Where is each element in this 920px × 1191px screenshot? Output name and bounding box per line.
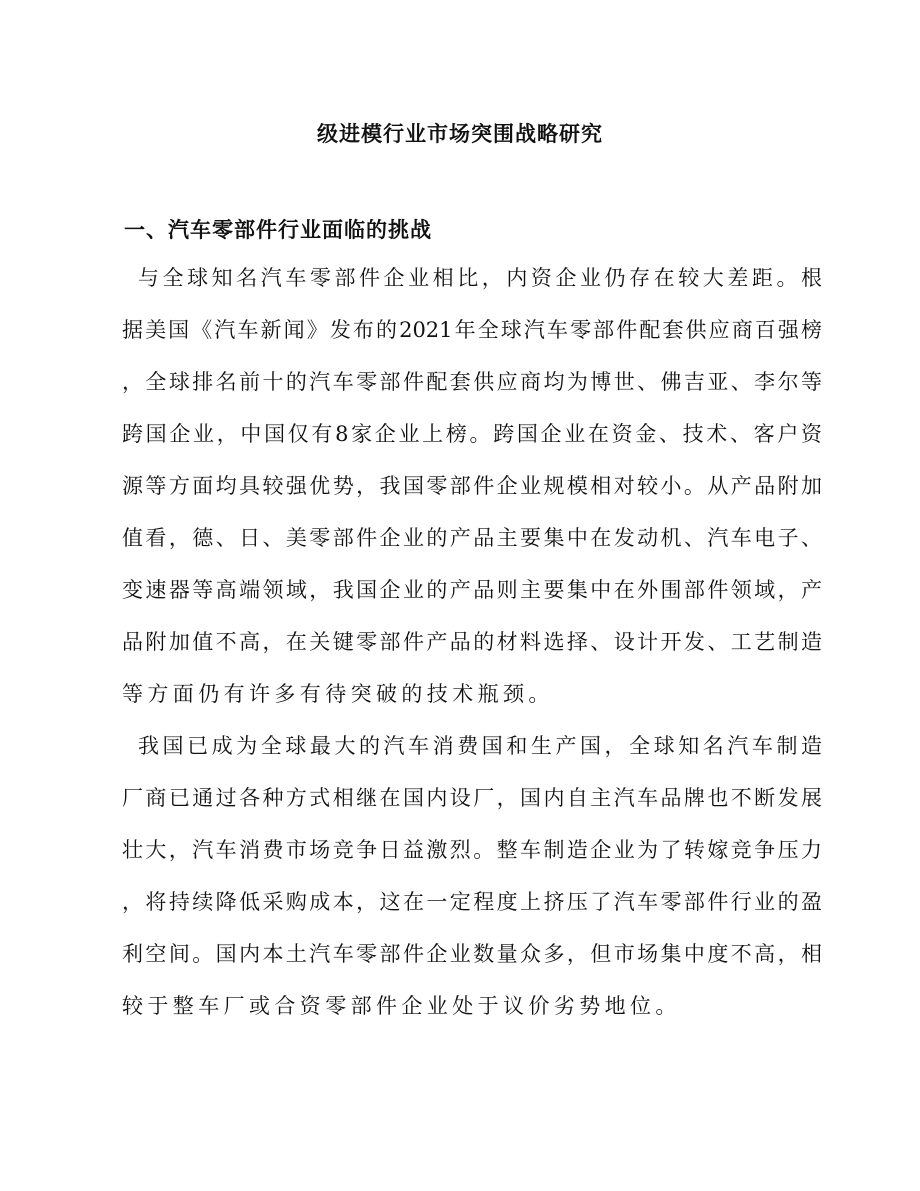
paragraph-line: ，将持续降低采购成本，这在一定程度上挤压了汽车零部件行业的盈 xyxy=(122,890,822,914)
paragraph-line: 厂商已通过各种方式相继在国内设厂，国内自主汽车品牌也不断发展 xyxy=(122,786,822,810)
paragraph-line: 较于整车厂或合资零部件企业处于议价劣势地位。 xyxy=(122,994,681,1018)
paragraph-line: 与全球知名汽车零部件企业相比，内资企业仍存在较大差距。根 xyxy=(138,266,822,290)
paragraph-line: 值看，德、日、美零部件企业的产品主要集中在发动机、汽车电子、 xyxy=(122,526,822,550)
section-heading: 一、汽车零部件行业面临的挑战 xyxy=(124,217,432,242)
paragraph-line: 据美国《汽车新闻》发布的2021年全球汽车零部件配套供应商百强榜 xyxy=(122,318,822,342)
paragraph-line: 壮大，汽车消费市场竞争日益激烈。整车制造企业为了转嫁竞争压力 xyxy=(122,838,822,862)
document-title: 级进模行业市场突围战略研究 xyxy=(317,121,603,146)
paragraph-line: 变速器等高端领域，我国企业的产品则主要集中在外围部件领域，产 xyxy=(122,578,822,602)
paragraph-line: ，全球排名前十的汽车零部件配套供应商均为博世、佛吉亚、李尔等 xyxy=(122,370,822,394)
paragraph-1 xyxy=(122,262,822,730)
paragraph-line: 利空间。国内本土汽车零部件企业数量众多，但市场集中度不高，相 xyxy=(122,942,822,966)
paragraph-line: 等方面仍有许多有待突破的技术瓶颈。 xyxy=(122,682,554,706)
paragraph-line: 跨国企业，中国仅有8家企业上榜。跨国企业在资金、技术、客户资 xyxy=(122,422,822,446)
paragraph-line: 源等方面均具较强优势，我国零部件企业规模相对较小。从产品附加 xyxy=(122,474,822,498)
paragraph-line: 我国已成为全球最大的汽车消费国和生产国，全球知名汽车制造 xyxy=(138,734,822,758)
paragraph-2 xyxy=(122,730,822,1042)
paragraph-line: 品附加值不高，在关键零部件产品的材料选择、设计开发、工艺制造 xyxy=(122,630,822,654)
